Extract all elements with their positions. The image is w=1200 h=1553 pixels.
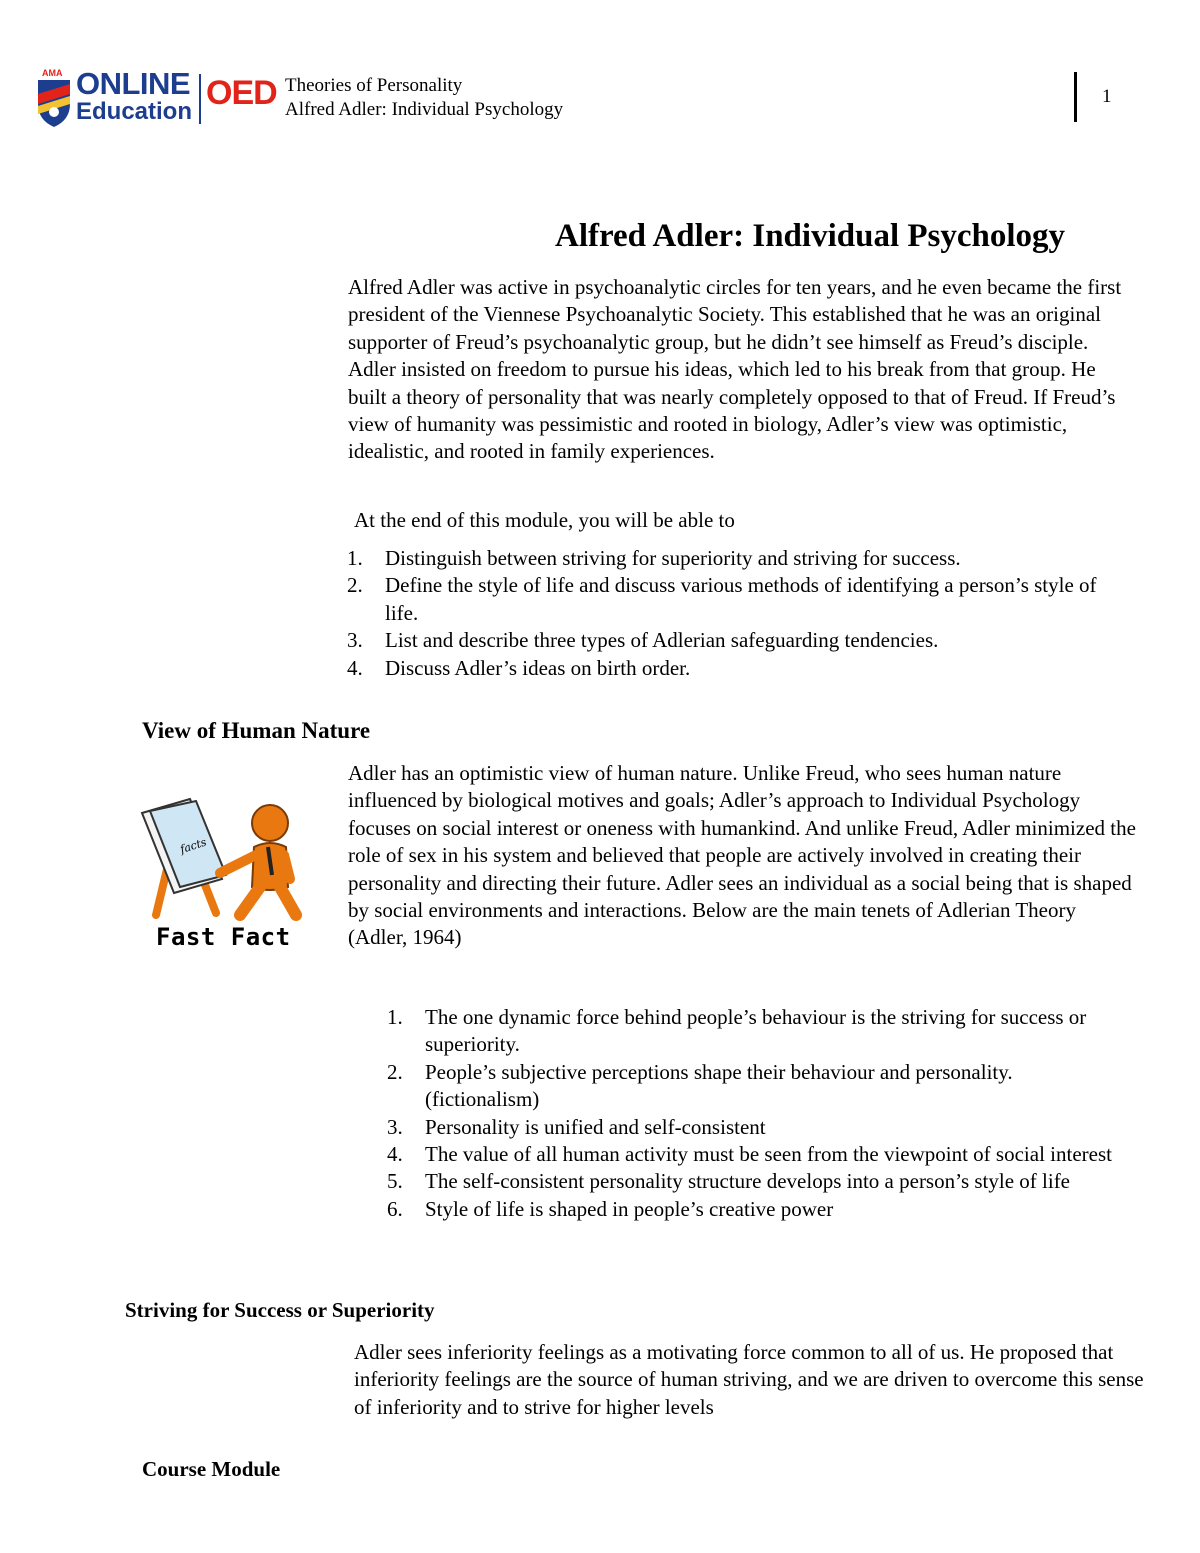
list-text: Define the style of life and discuss various methods of identifying a person’s style of life.	[385, 573, 1097, 625]
list-text: People’s subjective perceptions shape their behaviour and personality. (fictionalism)	[425, 1059, 1013, 1112]
crest-icon	[36, 74, 72, 128]
list-text: Distinguish between striving for superiority and striving for success.	[385, 546, 961, 570]
list-text: Discuss Adler’s ideas on birth order.	[385, 655, 691, 680]
list-number: 3.	[387, 1114, 403, 1139]
header-course: Theories of Personality	[285, 75, 463, 96]
list-item	[387, 1196, 1115, 1223]
facts-easel-icon	[128, 795, 318, 923]
list-text: Style of life is shaped in people’s creative power	[425, 1196, 834, 1221]
list-text: Personality is unified and self-consistent	[425, 1114, 766, 1139]
page-title: Alfred Adler: Individual Psychology	[555, 218, 1066, 254]
section-heading-view-of-human-nature: View of Human Nature	[142, 718, 371, 743]
list-item	[387, 1004, 1115, 1059]
logo-education-text: Education	[76, 98, 193, 125]
list-number: 6.	[387, 1196, 403, 1221]
list-item	[347, 627, 1105, 654]
facts-sign-text: facts	[178, 835, 209, 857]
list-number: 2.	[387, 1059, 403, 1084]
tenets-list	[387, 1004, 1115, 1223]
section-heading-striving: Striving for Success or Superiority	[125, 1298, 435, 1322]
list-item	[387, 1114, 1115, 1141]
fast-fact-illustration	[128, 795, 318, 960]
objectives-lead: At the end of this module, you will be able to	[354, 508, 735, 532]
page-number: 1	[1102, 86, 1112, 107]
header-divider	[1074, 72, 1077, 122]
list-number: 3.	[347, 628, 363, 653]
oed-logo	[36, 66, 277, 128]
view-paragraph: Adler has an optimistic view of human nature. Unlike Freud, who sees human nature influenced by biological motives and goals; Adler’s approach to Individual Psychology focuses on social interest or oneness with humankind. And unlike Freud, Adler minimized the role of sex in his system and believed that people are actively involved in creating their personality and directing their future. Adler sees an individual as a social being that is shaped by social environments and interactions. Below are the main tenets of Adlerian Theory (Adler, 1964)	[348, 761, 1136, 950]
intro-paragraph: Alfred Adler was active in psychoanalytic circles for ten years, and he even became the first president of the Viennese Psychoanalytic Society. This established that he was an original supporter of Freud’s psychoanalytic group, but he didn’t see himself as Freud’s disciple. Adler insisted on freedom to pursue his ideas, which led to his break from that group. He built a theory of personality that was nearly completely opposed to that of Freud. If Freud’s view of humanity was pessimistic and rooted in biology, Adler’s view was optimistic, idealistic, and rooted in family experiences.	[348, 275, 1122, 464]
list-number: 4.	[387, 1142, 403, 1167]
list-item	[347, 572, 1105, 627]
list-number: 1.	[387, 1005, 403, 1029]
crest-text: AMA	[42, 68, 63, 78]
list-text: The value of all human activity must be seen from the viewpoint of social interest	[425, 1142, 1112, 1167]
list-item	[387, 1059, 1115, 1114]
logo-online-text: ONLINE	[76, 66, 191, 101]
list-item	[347, 655, 1105, 682]
logo-oed-mark: OED	[206, 74, 277, 112]
list-text: The self-consistent personality structure develops into a person’s style of life	[425, 1169, 1071, 1194]
list-number: 5.	[387, 1169, 403, 1194]
list-text: The one dynamic force behind people’s behaviour is the striving for success or superiority.	[425, 1005, 1087, 1057]
list-item	[387, 1141, 1115, 1168]
list-item	[347, 545, 1105, 572]
list-number: 2.	[347, 573, 363, 598]
objectives-list	[347, 545, 1105, 682]
fast-fact-label: Fast Fact	[156, 923, 291, 951]
header-topic: Alfred Adler: Individual Psychology	[285, 99, 564, 120]
footer-course-module: Course Module	[142, 1457, 281, 1481]
list-text: List and describe three types of Adlerian safeguarding tendencies.	[385, 628, 939, 653]
striving-paragraph: Adler sees inferiority feelings as a motivating force common to all of us. He proposed that inferiority feelings are the source of human striving, and we are driven to overcome this sense of inferiority and to strive for higher levels	[354, 1340, 1144, 1419]
list-item	[387, 1168, 1115, 1195]
list-number: 4.	[347, 655, 363, 680]
logo-divider	[199, 74, 201, 124]
list-number: 1.	[347, 546, 363, 570]
